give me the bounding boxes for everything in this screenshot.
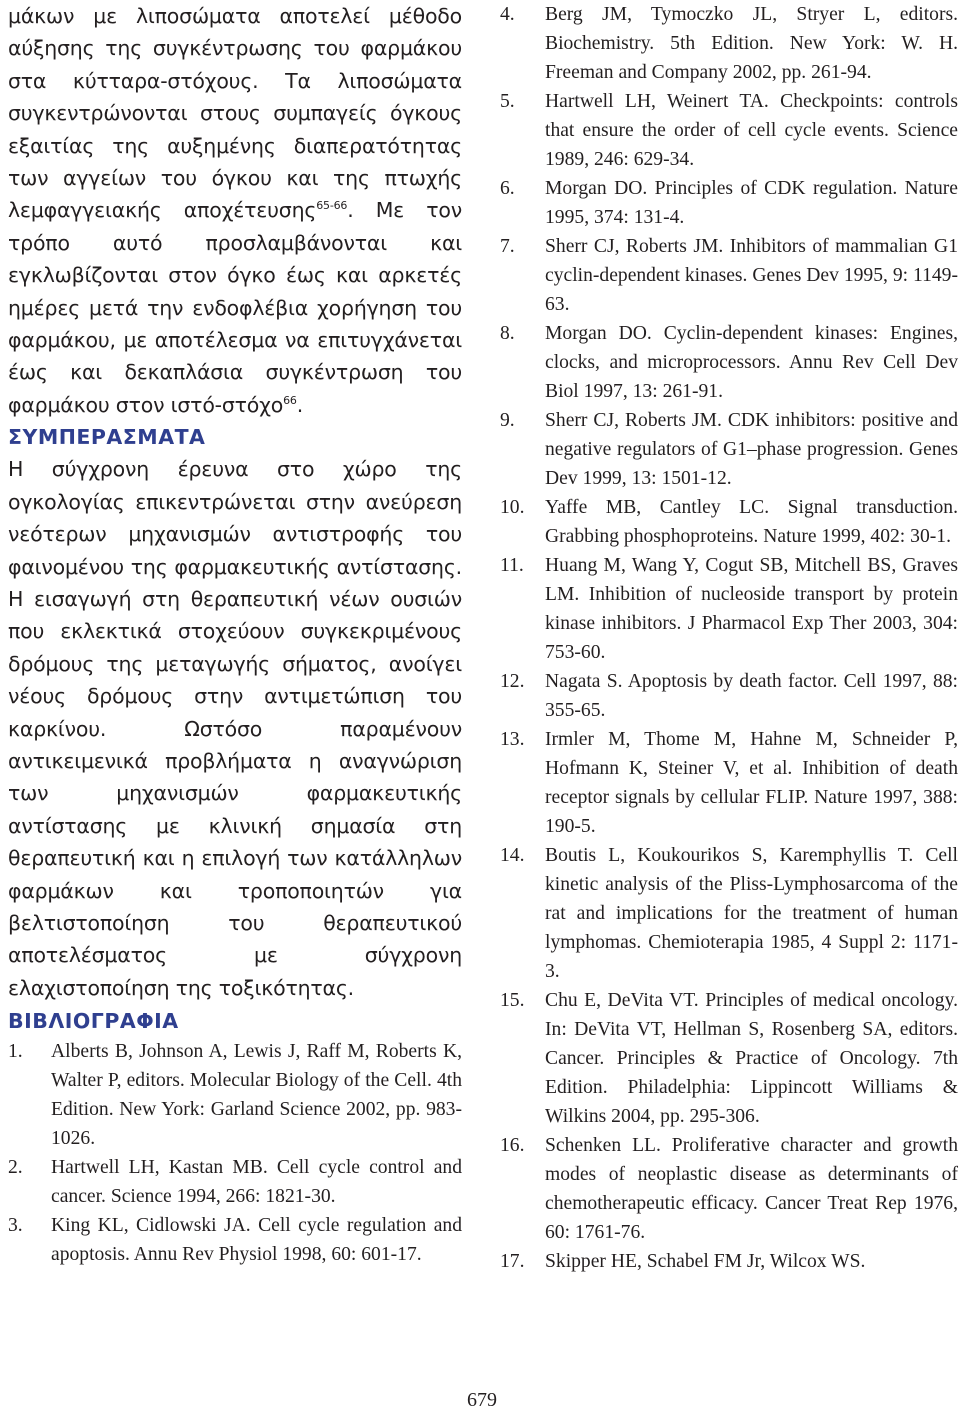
reference-number: 15. — [500, 990, 525, 1011]
reference-item — [500, 1131, 958, 1247]
reference-item — [500, 319, 958, 406]
reference-number: 11. — [500, 555, 524, 576]
reference-text: Irmler M, Thome M, Hahne M, Schneider P, Hofmann K, Steiner V, et al. Inhibition of death receptor signals by cellular FLIP. Nature 1997, 388: 190-5. — [545, 729, 958, 837]
reference-item — [8, 1153, 462, 1211]
citation-superscript: 65-66 — [316, 199, 348, 213]
reference-item — [500, 841, 958, 986]
reference-item — [500, 87, 958, 174]
reference-text: Sherr CJ, Roberts JM. Inhibitors of mammalian G1 cyclin-dependent kinases. Genes Dev 1995, 9: 1149-63. — [545, 236, 958, 315]
reference-number: 17. — [500, 1251, 525, 1272]
reference-text: Huang M, Wang Y, Cogut SB, Mitchell BS, Graves LM. Inhibition of nucleoside transport by protein kinase inhibitors. J Pharmacol Exp Ther 2003, 304: 753-60. — [545, 555, 958, 663]
reference-item — [500, 174, 958, 232]
reference-list-left — [8, 1037, 462, 1269]
reference-text: Berg JM, Tymoczko JL, Stryer L, editors. Biochemistry. 5th Edition. New York: W. H. Freeman and Company 2002, pp. 261-94. — [545, 4, 958, 83]
reference-text: Nagata S. Apoptosis by death factor. Cell 1997, 88: 355-65. — [545, 671, 958, 721]
reference-text: Chu E, DeVita VT. Principles of medical oncology. In: DeVita VT, Hellman S, Rosenberg SA, editors. Cancer. Principles & Practice of Oncology. 7th Edition. Philadelphia: Lippincott Williams & Wilkins 2004, pp. 295-306. — [545, 990, 958, 1127]
left-column — [8, 0, 462, 1269]
reference-number: 13. — [500, 729, 525, 750]
reference-item — [500, 551, 958, 667]
reference-number: 1. — [8, 1041, 23, 1063]
reference-item — [8, 1037, 462, 1153]
reference-number: 4. — [500, 4, 515, 25]
reference-number: 10. — [500, 497, 525, 518]
reference-number: 16. — [500, 1135, 525, 1156]
reference-number: 12. — [500, 671, 525, 692]
conclusions-paragraph: Η σύγχρονη έρευνα στο χώρο της ογκολογίας επικεντρώνεται στην ανεύρεση νεότερων μηχανισμών αντιστροφής του φαινομένου της φαρμακευτικής αντίστασης. Η εισαγωγή στη θεραπευτική νέων ουσιών που εκλεκτικά στοχεύουν συγκεκριμένους δρόμους της μεταγωγής σήματος, ανοίγει νέους δρόμους στην αντιμετώπιση του καρκίνου. Ωστόσο παραμένουν αντικειμενικά προβλήματα η αναγνώριση των μηχανισμών φαρμακευτικής αντίστασης με κλινική σημασία στη θεραπευτική και η επιλογή των κατάλληλων φαρμάκων και τροποποιητών για βελτιστοποίηση του θεραπευτικού αποτελέσματος με σύγχρονη ελαχιστοποίηση της τοξικότητας. — [8, 457, 462, 1000]
reference-number: 8. — [500, 323, 515, 344]
reference-item — [500, 986, 958, 1131]
reference-list-right — [500, 0, 958, 1276]
bibliography-heading: ΒΙΒΛΙΟΓΡΑΦΙΑ — [8, 1009, 179, 1034]
reference-item — [500, 667, 958, 725]
reference-number: 3. — [8, 1215, 23, 1237]
intro-text-end: . — [296, 392, 304, 417]
reference-number: 9. — [500, 410, 515, 431]
reference-item — [500, 406, 958, 493]
reference-text: Yaffe MB, Cantley LC. Signal transduction. Grabbing phosphoproteins. Nature 1999, 402: 30-1. — [545, 497, 958, 547]
reference-text: Sherr CJ, Roberts JM. CDK inhibitors: positive and negative regulators of G1–phase progression. Genes Dev 1999, 13: 1501-12. — [545, 410, 958, 489]
reference-text: Morgan DO. Cyclin-dependent kinases: Engines, clocks, and microprocessors. Annu Rev Cell Dev Biol 1997, 13: 261-91. — [545, 323, 958, 402]
reference-text: Hartwell LH, Weinert TA. Checkpoints: controls that ensure the order of cell cycle events. Science 1989, 246: 629-34. — [545, 91, 958, 170]
reference-item — [500, 725, 958, 841]
reference-number: 14. — [500, 845, 525, 866]
right-column — [500, 0, 958, 1276]
page-number: 679 — [467, 1389, 497, 1411]
reference-text: Morgan DO. Principles of CDK regulation. Nature 1995, 374: 131-4. — [545, 178, 958, 228]
reference-number: 6. — [500, 178, 515, 199]
reference-item — [8, 1211, 462, 1269]
reference-item — [500, 1247, 958, 1276]
reference-text: Hartwell LH, Kastan MB. Cell cycle control and cancer. Science 1994, 266: 1821-30. — [51, 1157, 462, 1208]
conclusions-heading: ΣΥΜΠΕΡΑΣΜΑΤΑ — [8, 425, 206, 450]
intro-paragraph — [8, 0, 462, 421]
reference-item — [500, 0, 958, 87]
intro-text-middle: . Με τον τρόπο αυτό προσλαμβάνονται και εγκλωβίζονται στον όγκο έως και αρκετές ημέρες μετά την ενδοφλέβια χορήγηση του φαρμάκου, με αποτέλεσμα να επιτυγχάνεται έως και δεκαπλάσια συγκέντρωση του φαρμάκου στον ιστό-στόχο — [8, 198, 462, 417]
reference-number: 7. — [500, 236, 515, 257]
reference-text: Boutis L, Koukourikos S, Karemphyllis T. Cell kinetic analysis of the Pliss-Lymphosarcoma of the rat and implications for the treatment of human lymphomas. Chemioterapia 1985, 4 Suppl 2: 1171-3. — [545, 845, 958, 982]
reference-text: Alberts B, Johnson A, Lewis J, Raff M, Roberts K, Walter P, editors. Molecular Biology of the Cell. 4th Edition. New York: Garland Science 2002, pp. 983-1026. — [51, 1041, 462, 1150]
intro-text-start: μάκων με λιποσώματα αποτελεί μέθοδο αύξησης της συγκέντρωσης του φαρμάκου στα κύτταρα-στόχους. Τα λιποσώματα συγκεντρώνονται στους συμπαγείς όγκους εξαιτίας της αυξημένης διαπερατότητας των αγγείων του όγκου και της πτωχής λεμφαγγειακής αποχέτευσης — [8, 4, 462, 223]
reference-text: Skipper HE, Schabel FM Jr, Wilcox WS. — [545, 1251, 866, 1272]
reference-item — [500, 493, 958, 551]
reference-number: 2. — [8, 1157, 23, 1179]
reference-item — [500, 232, 958, 319]
citation-superscript: 66 — [283, 393, 297, 407]
reference-number: 5. — [500, 91, 515, 112]
reference-text: King KL, Cidlowski JA. Cell cycle regulation and apoptosis. Annu Rev Physiol 1998, 60: 601-17. — [51, 1215, 462, 1266]
reference-text: Schenken LL. Proliferative character and growth modes of neoplastic disease as determinants of chemotherapeutic efficacy. Cancer Treat Rep 1976, 60: 1761-76. — [545, 1135, 958, 1243]
